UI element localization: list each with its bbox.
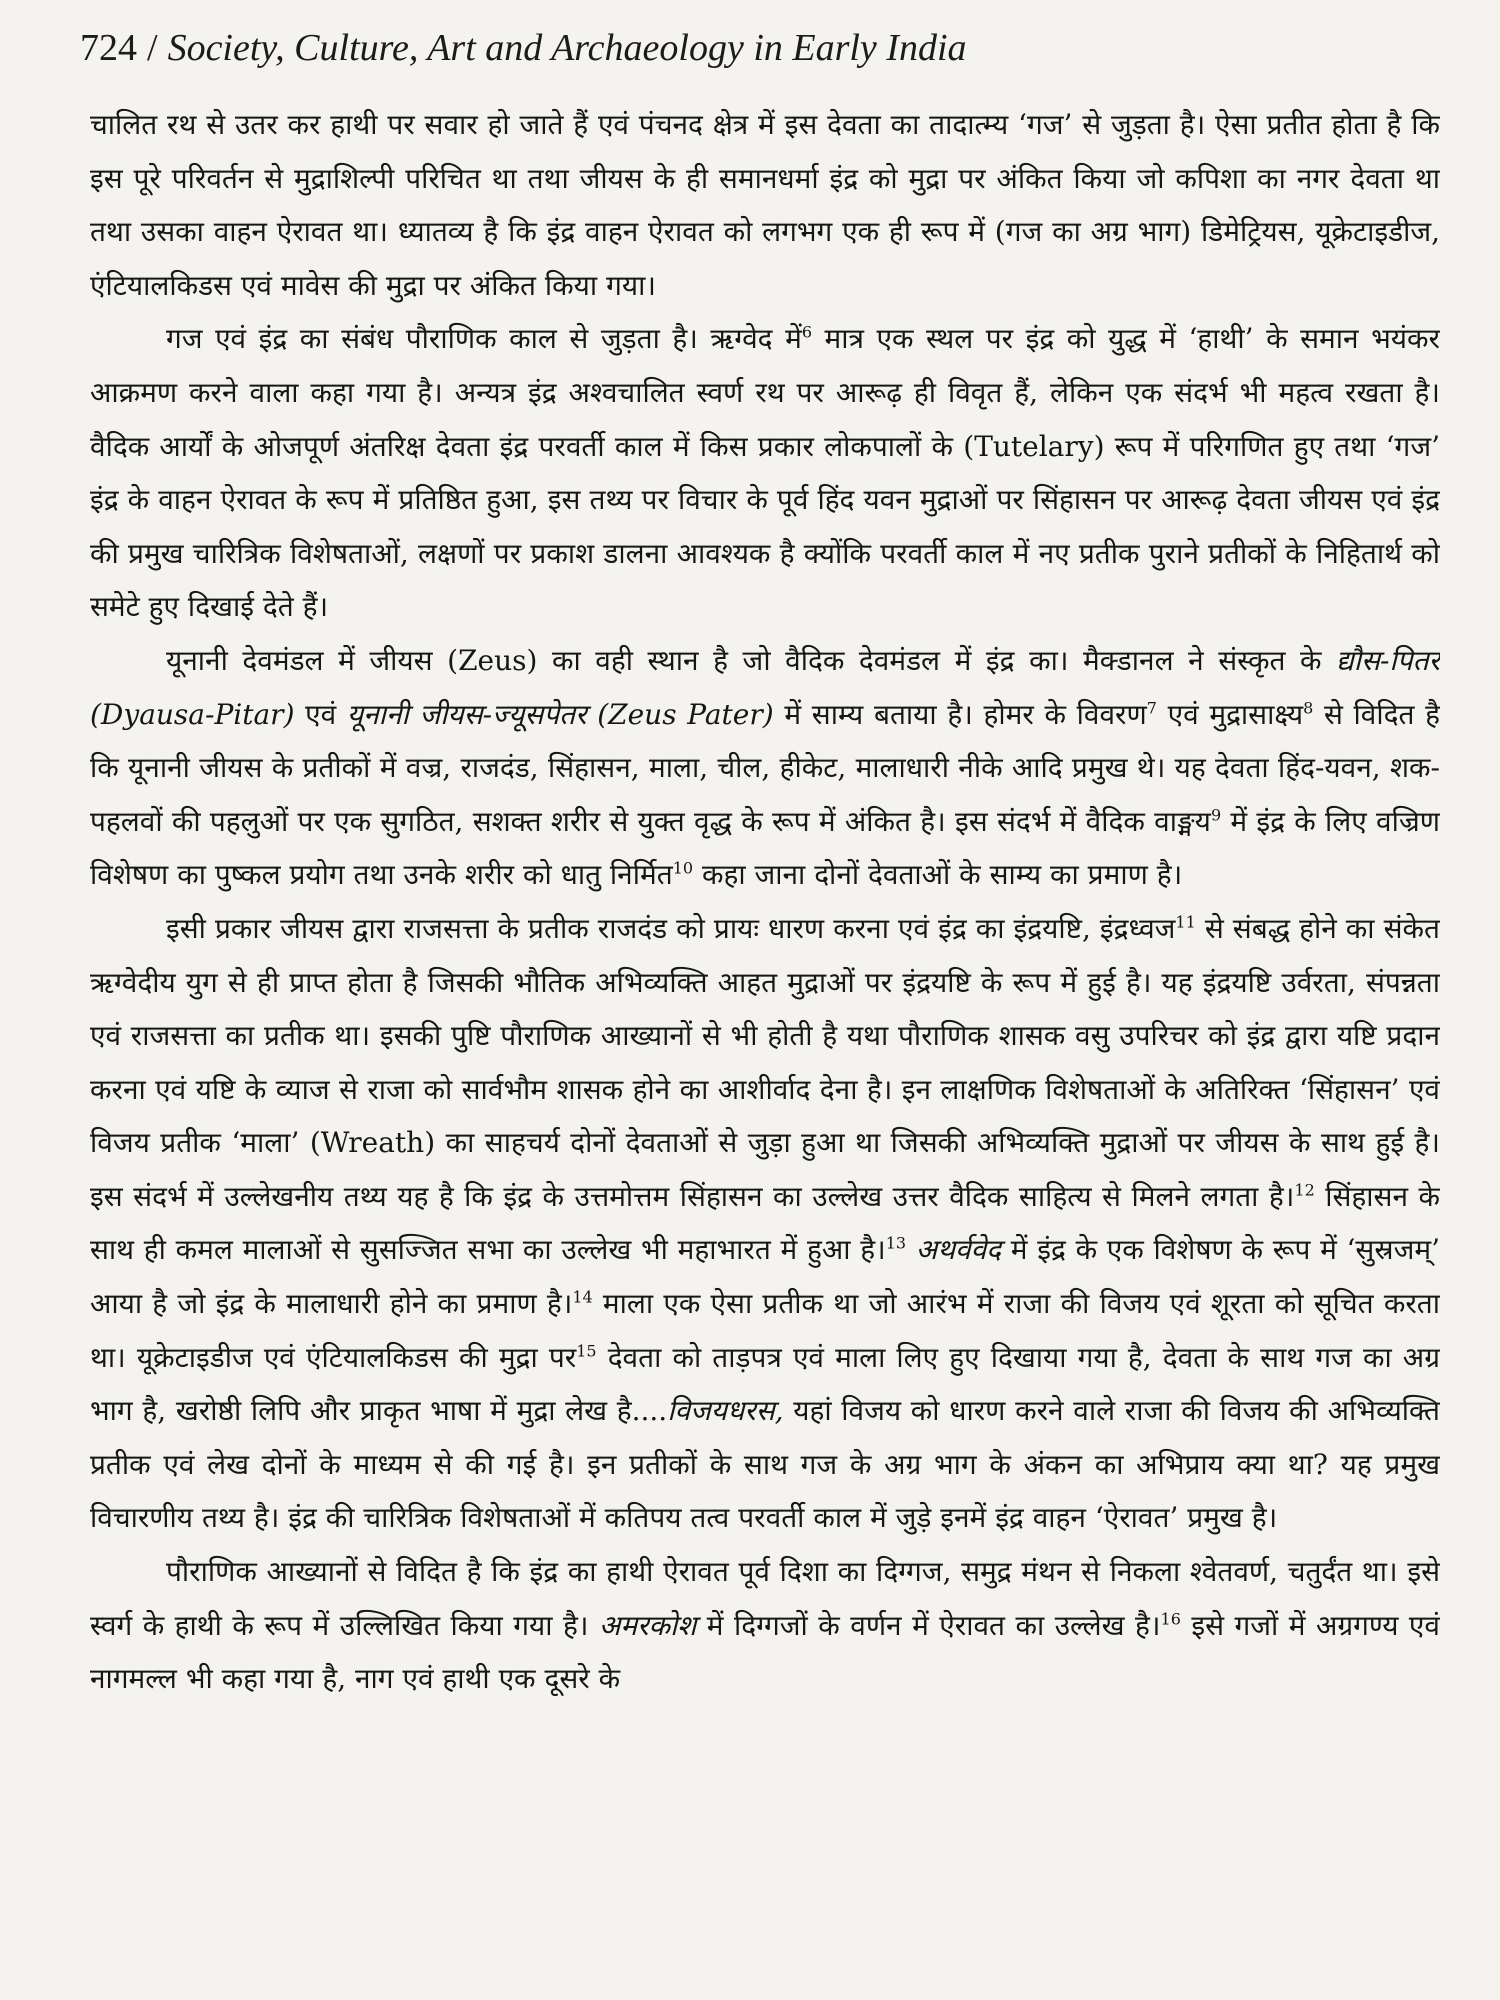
- footnote-marker: 12: [1294, 1180, 1315, 1200]
- running-head: [80, 22, 1440, 74]
- italic-text: अथर्ववेद: [915, 1233, 1002, 1267]
- text-run: में इंद्र के लिए वज्रिण विशेषण का पुष्कल प्रयोग तथा उनके शरीर को धातु निर्मित: [90, 804, 1440, 892]
- text-run: चालित रथ से उतर कर हाथी पर सवार हो जाते हैं एवं पंचनद क्षेत्र में इस देवता का तादात्म्य ‘गज’ से जुड़ता है। ऐसा प्रतीत होता है कि इस पूरे परिवर्तन से मुद्राशिल्पी परिचित था तथा जीयस के ही समानधर्मा इंद्र को मुद्रा पर अंकित किया जो कपिशा का नगर देवता था तथा उसका वाहन ऐरावत था। ध्यातव्य है कि इंद्र वाहन ऐरावत को लगभग एक ही रूप में (गज का अग्र भाग) डिमेट्रियस, यूक्रेटाइडीज, एंटियालकिडस एवं मावेस की मुद्रा पर अंकित किया गया।: [90, 108, 1440, 302]
- body-text: [90, 98, 1440, 1978]
- text-run: इसी प्रकार जीयस द्वारा राजसत्ता के प्रतीक राजदंड को प्रायः धारण करना एवं इंद्र का इंद्रयष्टि, इंद्रध्वज: [166, 911, 1176, 945]
- footnote-marker: 10: [672, 858, 694, 878]
- page-number: 724: [80, 27, 137, 69]
- footnote-marker: 7: [1146, 698, 1157, 718]
- text-run: यूनानी देवमंडल में जीयस (Zeus) का वही स्थान है जो वैदिक देवमंडल में इंद्र का। मैक्डानल ने संस्कृत के: [166, 643, 1337, 677]
- footnote-marker: 13: [885, 1234, 907, 1254]
- footnote-marker: 6: [801, 323, 813, 343]
- text-run: पौराणिक आख्यानों से विदित है कि इंद्र का हाथी ऐरावत पूर्व दिशा का दिग्गज, समुद्र मंथन से निकला श्वेतवर्ण, चतुर्दंत था। इसे स्वर्ग के हाथी के रूप में उल्लिखित किया गया है।: [90, 1555, 1440, 1642]
- text-run: [906, 1233, 916, 1266]
- paragraph: [90, 312, 1440, 634]
- text-run: में साम्य बताया है। होमर के विवरण: [773, 697, 1147, 731]
- italic-text: द्यौस-पितर (Dyausa-Pitar): [90, 643, 1440, 731]
- text-run: सिंहासन के साथ ही कमल मालाओं से सुसज्जित सभा का उल्लेख भी महाभारत में हुआ है।: [90, 1179, 1440, 1267]
- text-run: एवं: [294, 697, 347, 731]
- text-run: गज एवं इंद्र का संबंध पौराणिक काल से जुड़ता है। ऋग्वेद में: [166, 322, 802, 356]
- text-run: माला एक ऐसा प्रतीक था जो आरंभ में राजा की विजय एवं शूरता को सूचित करता था। यूक्रेटाइडीज एवं एंटियालकिडस की मुद्रा पर: [90, 1287, 1440, 1374]
- paragraph: [90, 902, 1440, 1545]
- footnote-marker: 11: [1175, 912, 1196, 932]
- footnote-marker: 16: [1160, 1609, 1181, 1629]
- text-run: में दिग्गजों के वर्णन में ऐरावत का उल्लेख है।: [696, 1608, 1161, 1642]
- text-run: कहा जाना दोनों देवताओं के साम्य का प्रमाण है।: [693, 858, 1183, 892]
- italic-text: यूनानी जीयस-ज्यूसपेतर (Zeus Pater): [346, 697, 774, 731]
- header-separator: /: [147, 27, 158, 69]
- footnote-marker: 8: [1303, 698, 1314, 718]
- footnote-marker: 9: [1210, 805, 1222, 825]
- text-run: देवता को ताड़पत्र एवं माला लिए हुए दिखाया गया है, देवता के साथ गज का अग्र भाग है, खरोष्ठी लिपि और प्राकृत भाषा में मुद्रा लेख है....: [90, 1340, 1440, 1428]
- paragraph: [90, 634, 1440, 902]
- footnote-marker: 15: [576, 1341, 597, 1361]
- text-run: में इंद्र के एक विशेषण के रूप में ‘सुस्रजम्’ आया है जो इंद्र के मालाधारी होने का प्रमाण है।: [90, 1233, 1440, 1321]
- book-title: Society, Culture, Art and Archaeology in Early India: [167, 27, 967, 69]
- text-run: से संबद्ध होने का संकेत ऋग्वेदीय युग से ही प्राप्त होता है जिसकी भौतिक अभिव्यक्ति आहत मुद्राओं पर इंद्रयष्टि के रूप में हुई है। यह इंद्रयष्टि उर्वरता, संपन्नता एवं राजसत्ता का प्रतीक था। इसकी पुष्टि पौराणिक आख्यानों से भी होती है यथा पौराणिक शासक वसु उपरिचर को इंद्र द्वारा यष्टि प्रदान करना एवं यष्टि के व्याज से राजा को सार्वभौम शासक होने का आशीर्वाद देना है। इन लाक्षणिक विशेषताओं के अतिरिक्त ‘सिंहासन’ एवं विजय प्रतीक ‘माला’ (Wreath) का साहचर्य दोनों देवताओं से जुड़ा हुआ था जिसकी अभिव्यक्ति मुद्राओं पर जीयस के साथ हुई है। इस संदर्भ में उल्लेखनीय तथ्य यह है कि इंद्र के उत्तमोत्तम सिंहासन का उल्लेख उत्तर वैदिक साहित्य से मिलने लगता है।: [90, 911, 1440, 1213]
- text-run: इसे गजों में अग्रगण्य एवं नागमल्ल भी कहा गया है, नाग एवं हाथी एक दूसरे के: [90, 1608, 1440, 1696]
- text-run: मात्र एक स्थल पर इंद्र को युद्ध में ‘हाथी’ के समान भयंकर आक्रमण करने वाला कहा गया है। अन्यत्र इंद्र अश्वचालित स्वर्ण रथ पर आरूढ़ ही विवृत हैं, लेकिन एक संदर्भ भी महत्व रखता है। वैदिक आर्यों के ओजपूर्ण अंतरिक्ष देवता इंद्र परवर्ती काल में किस प्रकार लोकपालों के (Tutelary) रूप में परिगणित हुए तथा ‘गज’ इंद्र के वाहन ऐरावत के रूप में प्रतिष्ठित हुआ, इस तथ्य पर विचार के पूर्व हिंद यवन मुद्राओं पर सिंहासन पर आरूढ़ देवता जीयस एवं इंद्र की प्रमुख चारित्रिक विशेषताओं, लक्षणों पर प्रकाश डालना आवश्यक है क्योंकि परवर्ती काल में नए प्रतीक पुराने प्रतीकों के निहितार्थ को समेटे हुए दिखाई देते हैं।: [90, 322, 1440, 624]
- italic-text: विजयधरस,: [667, 1394, 784, 1428]
- paragraph: [90, 98, 1440, 312]
- footnote-marker: 14: [572, 1287, 593, 1307]
- italic-text: अमरकोश: [598, 1608, 697, 1642]
- text-run: एवं मुद्रासाक्ष्य: [1156, 697, 1304, 731]
- text-run: यहां विजय को धारण करने वाले राजा की विजय की अभिव्यक्ति प्रतीक एवं लेख दोनों के माध्यम से की गई है। इन प्रतीकों के साथ गज के अग्र भाग के अंकन का अभिप्राय क्या था? यह प्रमुख विचारणीय तथ्य है। इंद्र की चारित्रिक विशेषताओं में कतिपय तत्व परवर्ती काल में जुड़े इनमें इंद्र वाहन ‘ऐरावत’ प्रमुख है।: [90, 1394, 1440, 1535]
- text-run: से विदित है कि यूनानी जीयस के प्रतीकों में वज्र, राजदंड, सिंहासन, माला, चील, हीकेट, मालाधारी नीके आदि प्रमुख थे। यह देवता हिंद-यवन, शक-पहलवों की पहलुओं पर एक सुगठित, सशक्त शरीर से युक्त वृद्ध के रूप में अंकित है। इस संदर्भ में वैदिक वाङ्मय: [90, 697, 1440, 838]
- paragraph: [90, 1545, 1440, 1706]
